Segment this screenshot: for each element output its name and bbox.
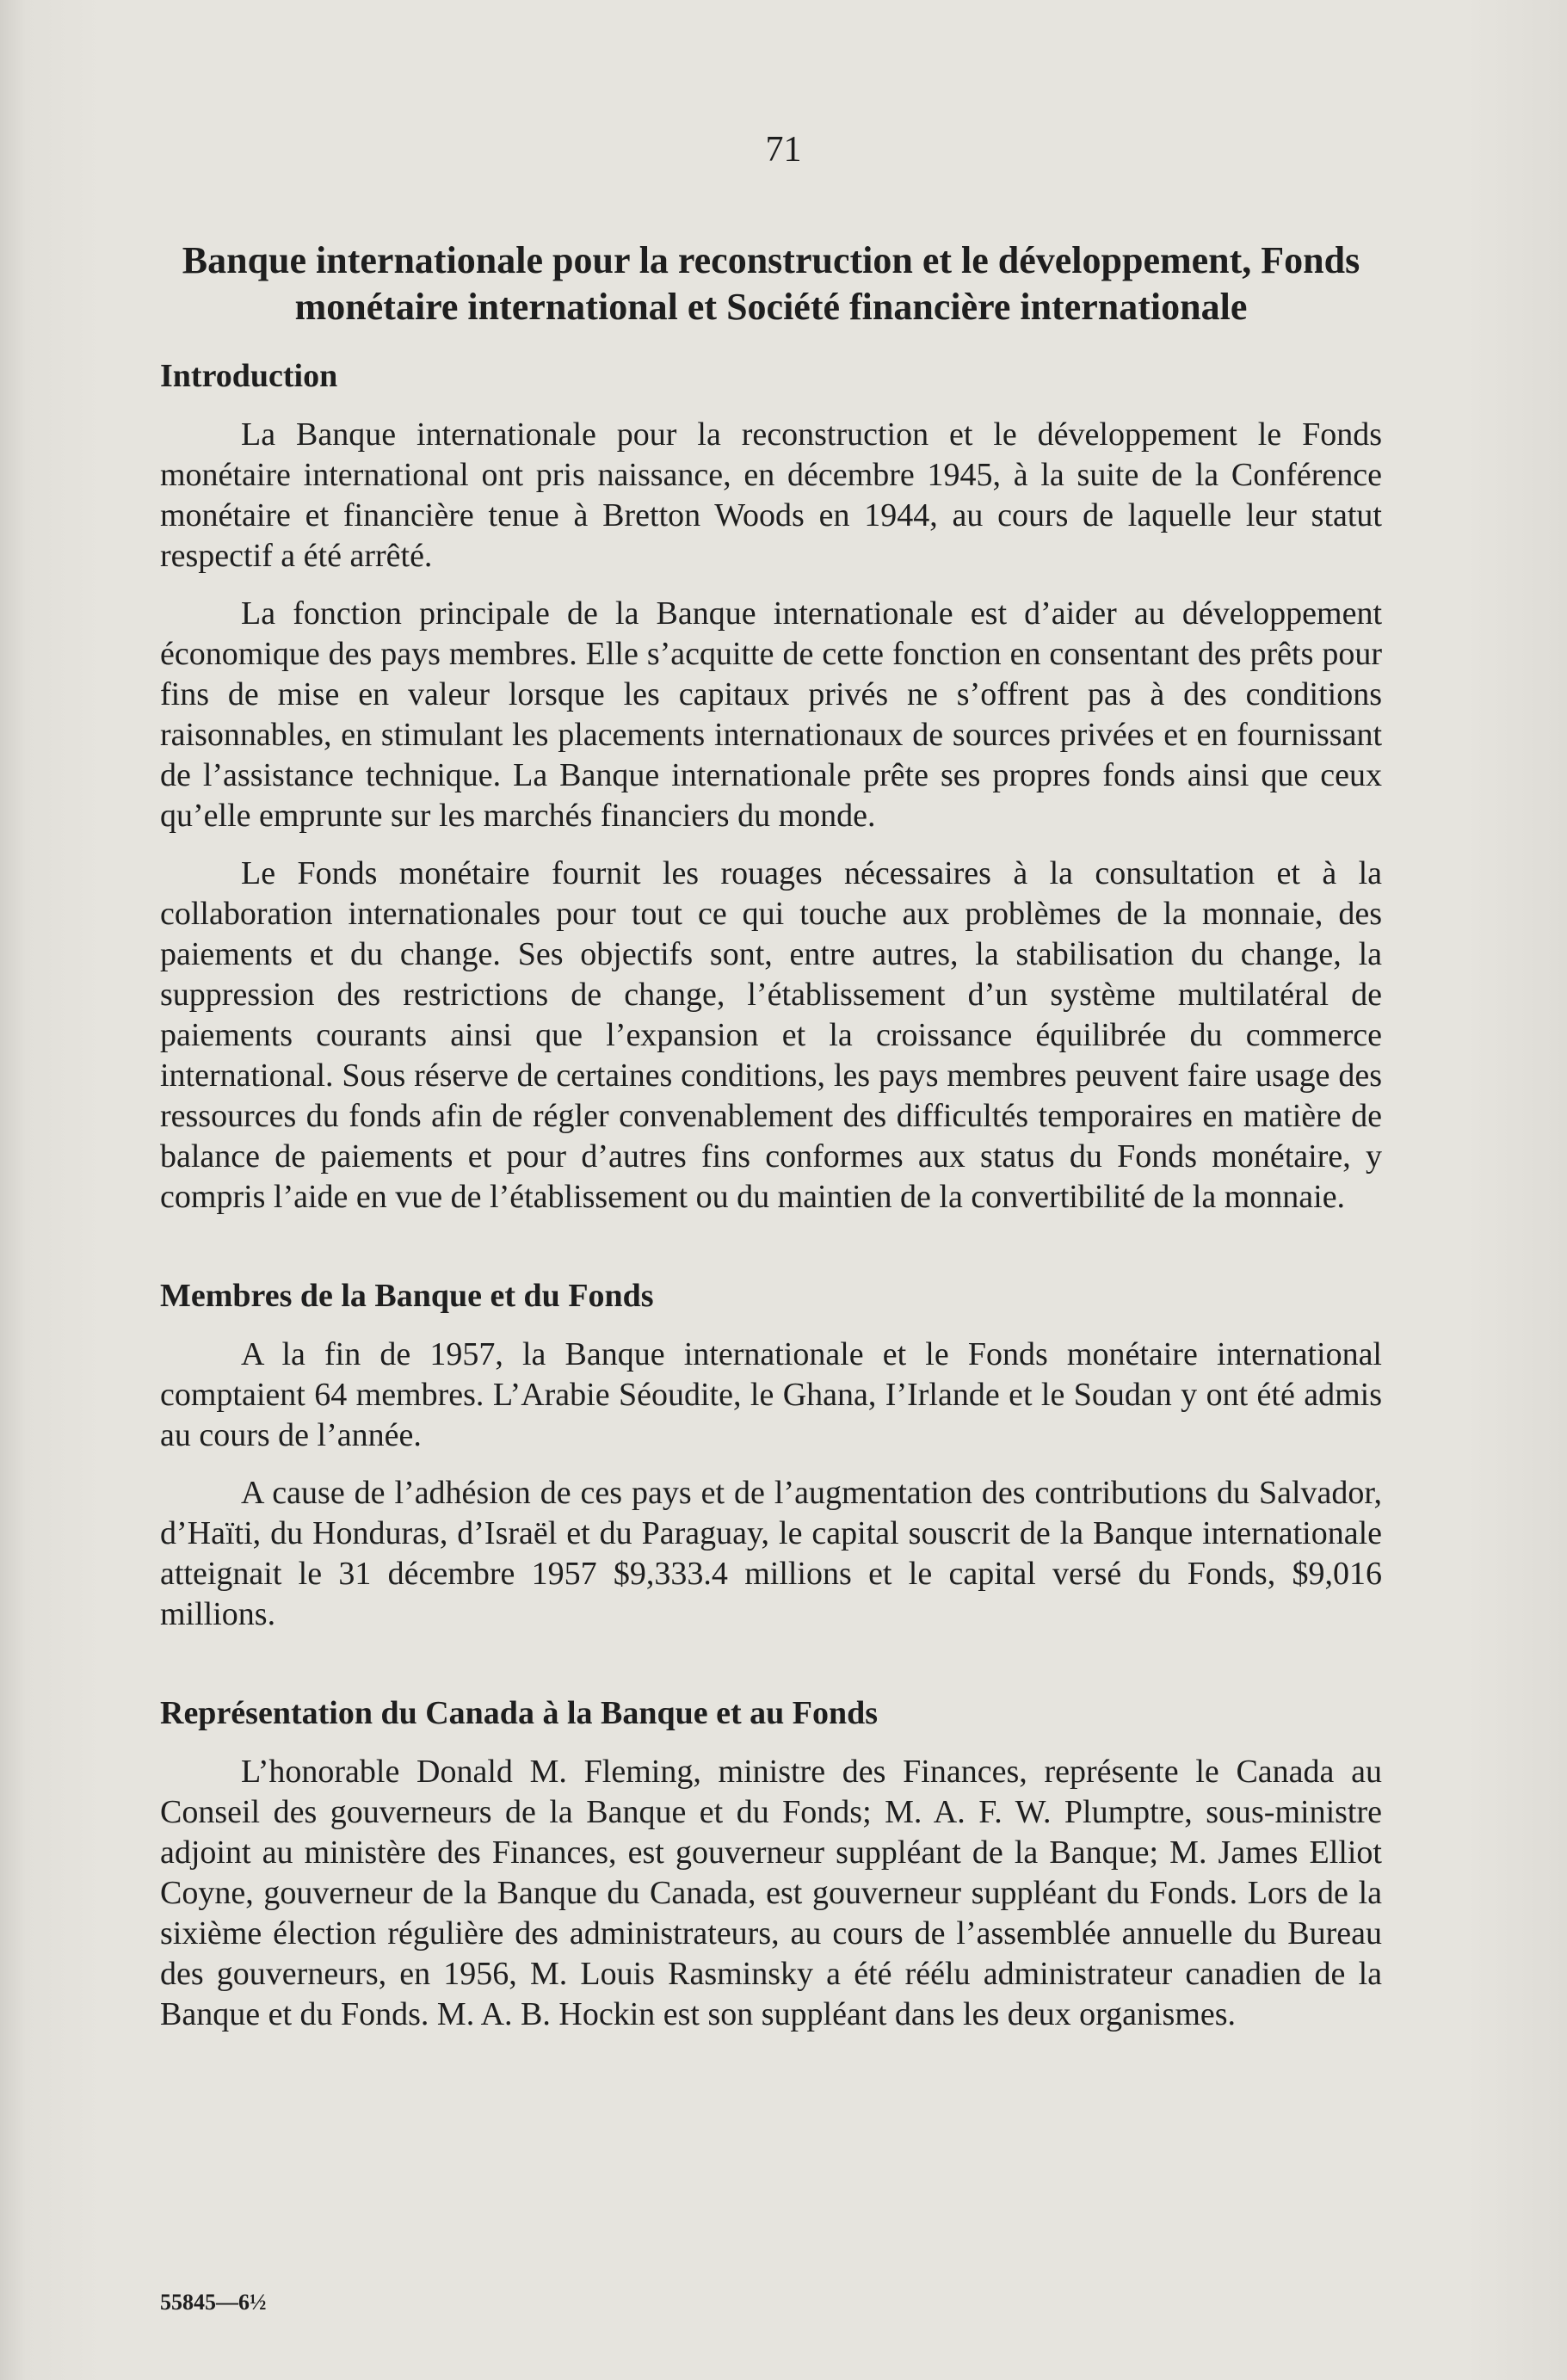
paragraph: A la fin de 1957, la Banque internationale et le Fonds monétaire international comptaient 64 membres. L’Arabie Séoudite, le Ghana, I’Irlande et le Soudan y ont été admis au cours de l’année.: [160, 1336, 1382, 1453]
page-content: [160, 237, 1382, 2052]
footer-print-code: 55845—6½: [160, 2290, 267, 2315]
section-membres: [160, 1274, 1382, 1635]
page-number: 71: [765, 130, 802, 170]
section-representation: [160, 1692, 1382, 2035]
section-introduction: [160, 355, 1382, 1218]
paragraph: A cause de l’adhésion de ces pays et de l’augmentation des contributions du Salvador, d’Haïti, du Honduras, d’Israël et du Paraguay, le capital souscrit de la Banque internationale atteignait le 31 décembre 1957 $9,333.4 millions et le capital versé du Fonds, $9,016 millions.: [160, 1475, 1382, 1632]
paragraph: La fonction principale de la Banque internationale est d’aider au développement économique des pays membres. Elle s’acquitte de cette fonction en consentant des prêts pour fins de mise en valeur lorsque les capitaux privés ne s’offrent pas à des conditions raisonnables, en stimulant les placements internationaux de sources privées et en fournissant de l’assistance technique. La Banque internationale prête ses propres fonds ainsi que ceux qu’elle emprunte sur les marchés financiers du monde.: [160, 595, 1382, 834]
section-heading: Membres de la Banque et du Fonds: [160, 1278, 654, 1314]
section-heading: Représentation du Canada à la Banque et au Fonds: [160, 1695, 879, 1731]
paragraph: Le Fonds monétaire fournit les rouages nécessaires à la consultation et à la collaboration internationales pour tout ce qui touche aux problèmes de la monnaie, des paiements et du change. Ses objectifs sont, entre autres, la stabilisation du change, la suppression des restrictions de change, l’établissement d’un système multilatéral de paiements courants ainsi que l’expansion et la croissance équilibrée du commerce international. Sous réserve de certaines conditions, les pays membres peuvent faire usage des ressources du fonds afin de régler convenablement des difficultés temporaires en matière de balance de paiements et pour d’autres fins conformes aux status du Fonds monétaire, y compris l’aide en vue de l’établissement ou du maintien de la convertibilité de la monnaie.: [160, 855, 1382, 1215]
page-title: Banque internationale pour la reconstruction et le développement, Fonds monétaire international et Société financière internationale: [182, 239, 1360, 328]
paragraph: La Banque internationale pour la reconstruction et le développement le Fonds monétaire international ont pris naissance, en décembre 1945, à la suite de la Conférence monétaire et financière tenue à Bretton Woods en 1944, au cours de laquelle leur statut respectif a été arrêté.: [160, 416, 1382, 574]
paragraph: L’honorable Donald M. Fleming, ministre des Finances, représente le Canada au Conseil des gouverneurs de la Banque et du Fonds; M. A. F. W. Plumptre, sous-ministre adjoint au ministère des Finances, est gouverneur suppléant de la Banque; M. James Elliot Coyne, gouverneur de la Banque du Canada, est gouverneur suppléant du Fonds. Lors de la sixième élection régulière des administrateurs, au cours de l’assemblée annuelle du Bureau des gouverneurs, en 1956, M. Louis Rasminsky a été réélu administrateur canadien de la Banque et du Fonds. M. A. B. Hockin est son suppléant dans les deux organismes.: [160, 1754, 1382, 2032]
section-heading: Introduction: [160, 358, 338, 394]
